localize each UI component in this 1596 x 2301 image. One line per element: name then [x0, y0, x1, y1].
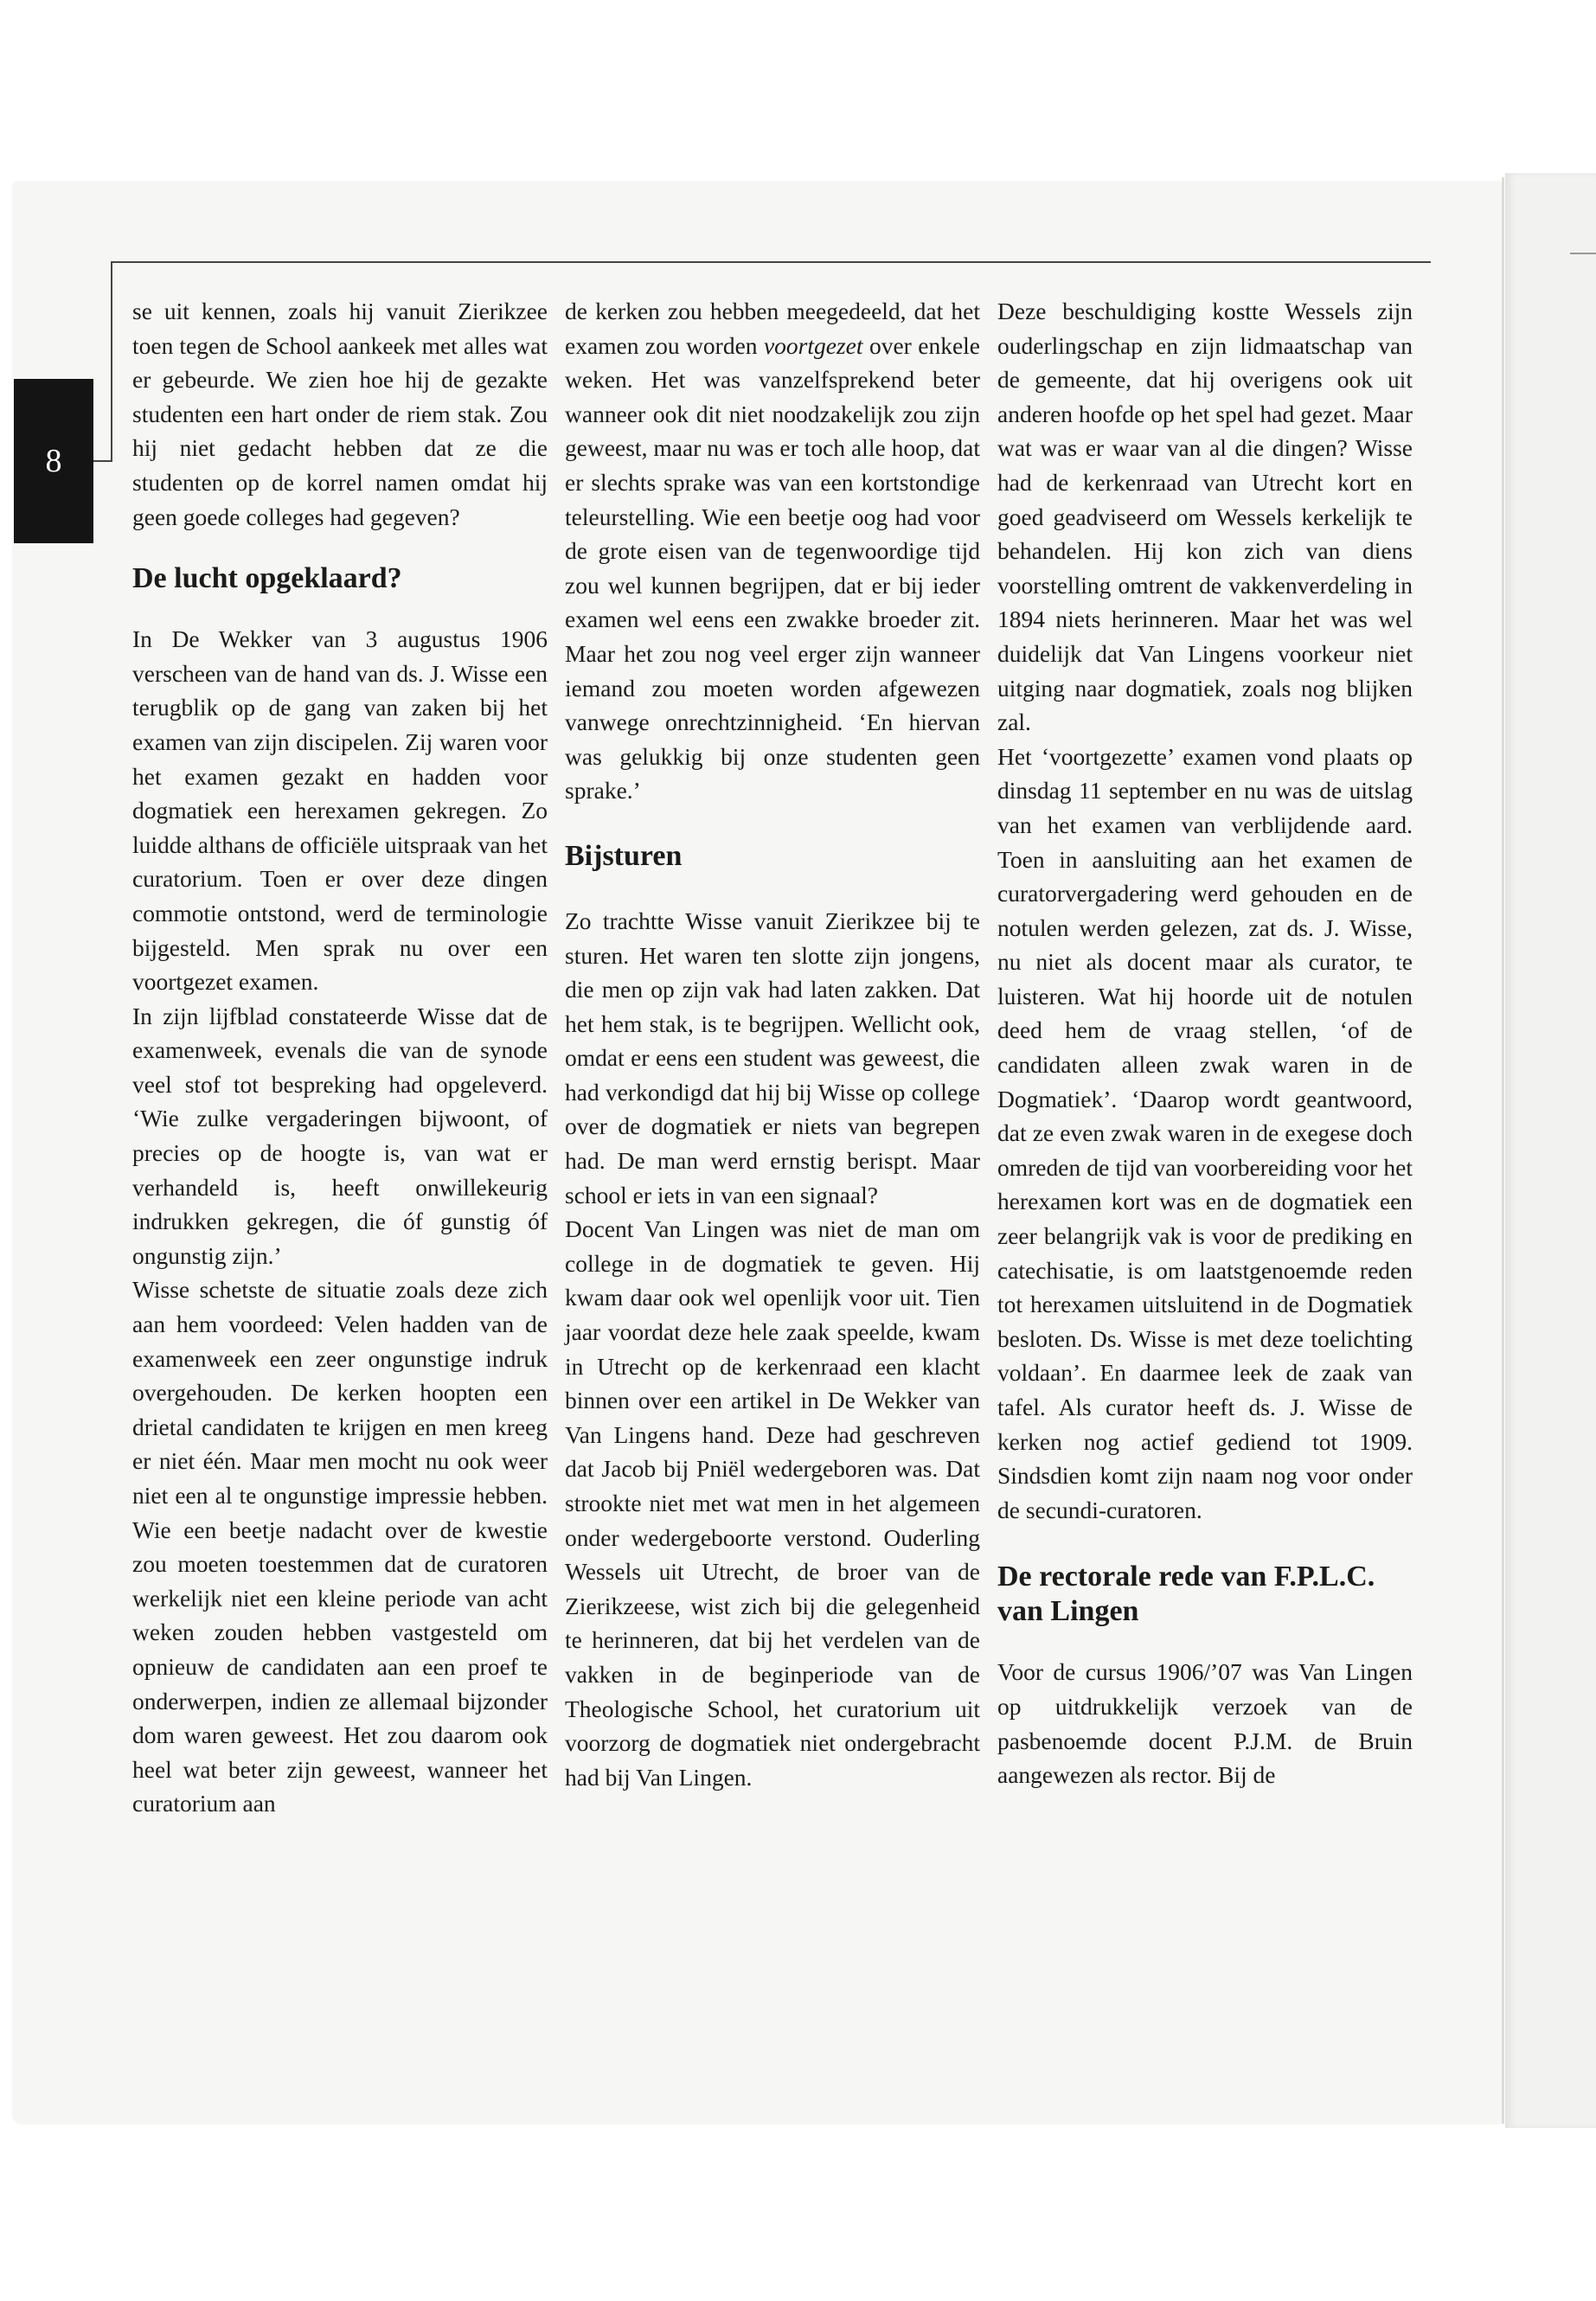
- text-run: over enkele weken. Het was vanzelfsprekend beter wanneer ook dit niet noodzakelijk zou zijn geweest, maar nu was er toch alle hoop, dat er slechts sprake was van een kortstondige teleurstelling. Wie een beetje oog had voor de grote eisen van de tegenwoordige tijd zou wel kunnen begrijpen, dat er bij ieder examen wel eens een zwakke broeder zit. Maar het zou nog veel erger zijn wanneer iemand zou moeten worden afgewezen vanwege onrechtzinnigheid. ‘En hiervan was gelukkig bij onze studenten geen sprake.’: [565, 331, 981, 804]
- paragraph: Het ‘voortgezette’ examen vond plaats op dinsdag 11 september en nu was de uitslag van het examen van verblijdende aard. Toen in aansluiting aan het examen de curatorvergadering werd gehouden en de notulen werden gelezen, zat ds. J. Wisse, nu niet als docent maar als curator, te luisteren. Wat hij hoorde uit de notulen deed hem de vraag stellen, ‘of de candidaten alleen zwak waren in de Dogmatiek’. ‘Daarop wordt geantwoord, dat ze even zwak waren in de exegese doch omreden de tijd van voorbereiding voor het herexamen kort was en de dogmatiek een zeer belangrijk vak is voor de prediking en catechisatie, is om laatstgenoemde reden tot herexamen uitsluitend in de Dogmatiek besloten. Ds. Wisse is met deze toelichting voldaan’. En daarmee leek de zaak van tafel. Als curator heeft ds. J. Wisse de kerken nog actief gediend tot 1909. Sindsdien komt zijn naam nog voor onder de secundi-curatoren.: [997, 742, 1413, 1523]
- column-3: [997, 294, 1413, 1792]
- paragraph: Zo trachtte Wisse vanuit Zierikzee bij te sturen. Het waren ten slotte zijn jongens, die men op zijn vak had laten zakken. Dat het hem stak, is te begrijpen. Wellicht ook, omdat er eens een student was geweest, die had verkondigd dat hij bij Wisse op college over de dogmatiek er niets van begrepen had. De man werd ernstig berispt. Maar school er iets in van een signaal?: [565, 907, 980, 1208]
- paragraph: [565, 294, 980, 808]
- paragraph: Voor de cursus 1906/’07 was Van Lingen op uitdrukkelijk verzoek van de pasbenoemde docent P.J.M. de Bruin aangewezen als rector. Bij de: [997, 1658, 1413, 1789]
- paragraph: Deze beschuldiging kostte Wessels zijn ouderlingschap en zijn lidmaatschap van de gemeente, dat hij overigens ook uit anderen hoofde op het spel had gezet. Maar wat was er waar van al die dingen? Wisse had de kerkenraad van Utrecht kort en goed geadviseerd om Wessels kerkelijk te behandelen. Hij kon zich van diens voorstelling omtrent de vakkenverdeling in 1894 niets herinneren. Maar het was wel duidelijk dat Van Lingens voorkeur niet uitging naar dogmatiek, zoals nog blijken zal.: [997, 298, 1413, 736]
- italic-term: voortgezet: [763, 331, 863, 359]
- column-1: [132, 294, 548, 1821]
- paragraph: se uit kennen, zoals hij vanuit Zierikzee toen tegen de School aankeek met alles wat er gebeurde. We zien hoe hij de gezakte studenten een hart onder de riem stak. Zou hij niet gedacht hebben dat ze die studenten op de korrel namen omdat hij geen goede colleges had gegeven?: [132, 298, 548, 530]
- facing-page-edge: [1505, 173, 1596, 2128]
- paragraph: In De Wekker van 3 augustus 1906 verscheen van de hand van ds. J. Wisse een terugblik op de gang van zaken bij het examen van zijn discipelen. Zij waren voor het examen gezakt en hadden voor dogmatiek een herexamen gekregen. Zo luidde althans de officiële uitspraak van het curatorium. Toen er over deze dingen commotie ontstond, werd de terminologie bijgesteld. Men sprak nu over een voortgezet examen.: [132, 625, 548, 996]
- column-2: [565, 294, 980, 1794]
- section-heading: De lucht opgeklaard?: [132, 562, 402, 595]
- margin-rule: [111, 261, 112, 462]
- page-gutter: [1502, 177, 1504, 2124]
- paragraph: Wisse schetste de situatie zoals deze zich aan hem voordeed: Velen hadden van de examenweek een zeer ongunstige indruk overgehouden. De kerken hoopten een drietal candidaten te krijgen en men kreeg er niet één. Maar men mocht nu ook weer niet een al te ongunstige impressie hebben. Wie een beetje nadacht over de kwestie zou moeten toestemmen dat de curatoren werkelijk niet een kleine periode van acht weken zouden hebben vastgesteld om opnieuw de candidaten aan een proef te onderwerpen, indien ze allemaal bijzonder dom waren geweest. Het zou daarom ook heel wat beter zijn geweest, wanneer het curatorium aan: [132, 1276, 548, 1817]
- page-number: 8: [45, 443, 62, 479]
- text-run: de kerken zou hebben meegedeeld, dat het examen zou worden: [565, 298, 980, 359]
- facing-page-rule: [1570, 253, 1596, 254]
- paragraph: Docent Van Lingen was niet de man om college in de dogmatiek te geven. Hij kwam daar ook wel openlijk voor uit. Tien jaar voordat deze hele zaak speelde, kwam in Utrecht op de kerkenraad een klacht binnen over een artikel in De Wekker van Van Lingens hand. Deze had geschreven dat Jacob bij Pniël wedergeboren was. Dat strookte niet met wat men in het algemeen onder wedergeboorte verstond. Ouderling Wessels uit Utrecht, de broer van de Zierikzeese, wist zich bij die gelegenheid te herinneren, dat bij het verdelen van de vakken in de beginperiode van de Theologische School, het curatorium uit voorzorg de dogmatiek niet ondergebracht had bij Van Lingen.: [565, 1215, 980, 1791]
- header-rule: [111, 261, 1431, 263]
- tab-connector: [92, 460, 112, 462]
- page-number-tab: [14, 379, 93, 543]
- paragraph: In zijn lijfblad constateerde Wisse dat de examenweek, evenals die van de synode veel stof tot bespreking had opgeleverd. ‘Wie zulke vergaderingen bijwoont, of precies op de hoogte is, van wat er verhandeld is, heeft onwillekeurig indrukken gekregen, die óf gunstig óf ongunstig zijn.’: [132, 1002, 548, 1269]
- section-heading: Bijsturen: [565, 839, 683, 872]
- section-heading: De rectorale rede van F.P.L.C. van Lingen: [997, 1561, 1375, 1628]
